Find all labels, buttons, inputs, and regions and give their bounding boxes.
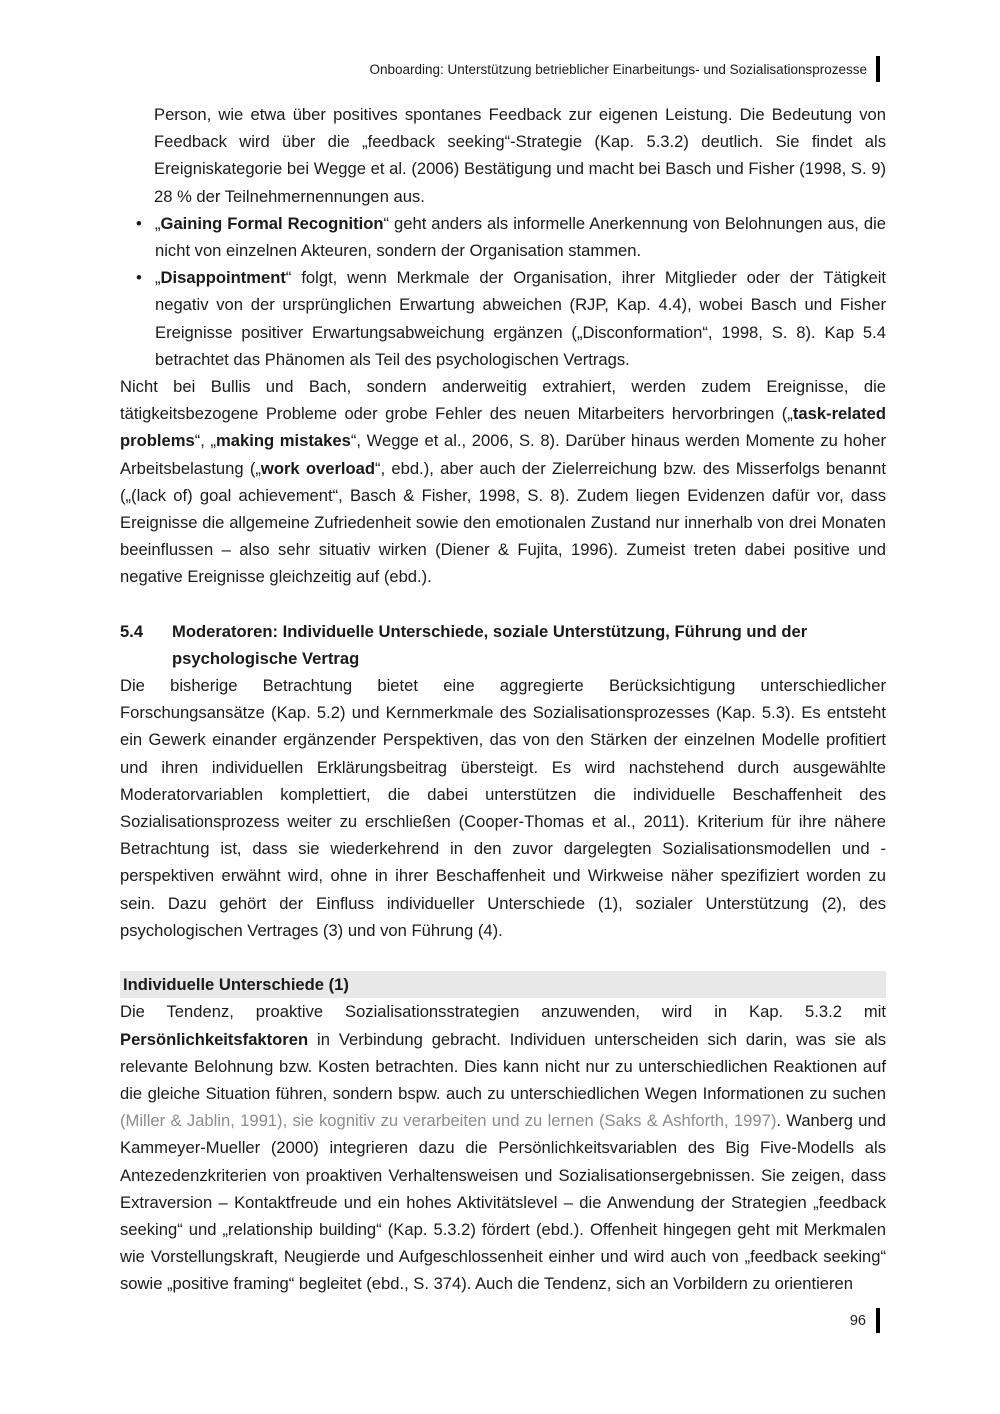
section-number: 5.4 bbox=[120, 621, 144, 641]
section-title: Moderatoren: Individuelle Unterschiede, soziale Unterstützung, Führung und der psychologische Vertrag bbox=[172, 621, 808, 668]
page-number: 96 bbox=[849, 1312, 866, 1329]
page-footer bbox=[120, 1308, 880, 1333]
bullet-marker: • bbox=[136, 213, 142, 233]
section-heading bbox=[120, 618, 886, 672]
page-content bbox=[120, 101, 886, 1298]
running-title: Onboarding: Unterstützung betrieblicher Einarbeitungs- und Sozialisationsprozesse bbox=[369, 61, 867, 77]
bullet-item bbox=[120, 264, 886, 373]
footer-rule bbox=[876, 1308, 880, 1333]
subheading-bar bbox=[120, 971, 886, 998]
events-paragraph: Nicht bei Bullis und Bach, sondern anderweitig extrahiert, werden zudem Ereignisse, die tätigkeitsbezogene Probleme oder grobe Fehler des neuen Mitarbeiters hervorbringen („task-related problems“, „making mistakes“, Wegge et al., 2006, S. 8). Darüber hinaus werden Momente zu hoher Arbeitsbelastung („work overload“, ebd.), aber auch der Zielerreichung bzw. des Misserfolgs benannt („(lack of) goal achievement“, Basch & Fisher, 1998, S. 8). Zudem liegen Evidenzen dafür vor, dass Ereignisse die allgemeine Zufriedenheit sowie den emotionalen Zustand nur innerhalb von drei Monaten beeinflussen – also sehr situativ wirken (Diener & Fujita, 1996). Zumeist treten dabei positive und negative Ereignisse gleichzeitig auf (ebd.). bbox=[120, 377, 886, 587]
continuation-paragraph: Person, wie etwa über positives spontanes Feedback zur eigenen Leistung. Die Bedeutung von Feedback wird über die „feedback seeking“-Strategie (Kap. 5.3.2) deutlich. Sie findet als Ereigniskategorie bei Wegge et al. (2006) Bestätigung und macht bei Basch und Fisher (1998, S. 9) 28 % der Teilnehmernennungen aus. bbox=[154, 105, 886, 206]
header-rule bbox=[876, 56, 880, 82]
page-header bbox=[120, 56, 880, 82]
differences-paragraph: Die Tendenz, proaktive Sozialisationsstrategien anzuwenden, wird in Kap. 5.3.2 mit Persönlichkeitsfaktoren in Verbindung gebracht. Individuen unterscheiden sich darin, was sie als relevante Belohnung bzw. Kosten betrachten. Dies kann nicht nur zu unterschiedlichen Reaktionen auf die gleiche Situation führen, sondern bspw. auch zu unterschiedlichen Wegen Informationen zu suchen (Miller & Jablin, 1991), sie kognitiv zu verarbeiten und zu lernen (Saks & Ashforth, 1997). Wanberg und Kammeyer-Mueller (2000) integrieren dazu die Persönlichkeitsvariablen des Big Five-Modells als Antezedenzkriterien von proaktiven Verhaltensweisen und Sozialisationsergebnissen. Sie zeigen, dass Extraversion – Kontaktfreude und ein hohes Aktivitätslevel – die Anwendung der Strategien „feedback seeking“ und „relationship building“ (Kap. 5.3.2) fördert (ebd.). Offenheit hingegen geht mit Merkmalen wie Vorstellungskraft, Neugierde und Aufgeschlossenheit einher und wird auch von „feedback seeking“ sowie „positive framing“ begleitet (ebd., S. 374). Auch die Tendenz, sich an Vorbildern zu orientieren bbox=[120, 1002, 886, 1294]
bullet-marker: • bbox=[136, 268, 142, 288]
bullet-text: „Gaining Formal Recognition“ geht anders als informelle Anerkennung von Belohnungen aus, die nicht von einzelnen Akteuren, sondern der Organisation stammen. bbox=[155, 213, 886, 261]
moderators-paragraph: Die bisherige Betrachtung bietet eine aggregierte Berücksichtigung unterschiedlicher Forschungsansätze (Kap. 5.2) und Kernmerkmale des Sozialisationsprozesses (Kap. 5.3). Es entsteht ein Gewerk einander ergänzender Perspektiven, das von den Stärken der einzelnen Modelle profitiert und ihren individuellen Erklärungsbeitrag übersteigt. Es wird nachstehend durch ausgewählte Moderatorvariablen komplettiert, die dabei unterstützen die individuelle Beschaffenheit des Sozialisationsprozess weiter zu erschließen (Cooper-Thomas et al., 2011). Kriterium für ihre nähere Betrachtung ist, dass sie wiederkehrend in den zuvor dargelegten Sozialisationsmodellen und -perspektiven erwähnt wird, ohne in ihrer Beschaffenheit und Wirkweise näher spezifiziert worden zu sein. Dazu gehört der Einfluss individueller Unterschiede (1), sozialer Unterstützung (2), des psychologischen Vertrages (3) und von Führung (4). bbox=[120, 676, 886, 940]
bullet-text: „Disappointment“ folgt, wenn Merkmale der Organisation, ihrer Mitglieder oder der Tätigkeit negativ von der ursprünglichen Erwartung abweichen (RJP, Kap. 4.4), wobei Basch und Fisher Ereignisse positiver Erwartungsabweichung ergänzen („Disconformation“, 1998, S. 8). Kap 5.4 betrachtet das Phänomen als Teil des psychologischen Vertrags. bbox=[155, 268, 886, 369]
bullet-item bbox=[120, 210, 886, 264]
subheading-label: Individuelle Unterschiede (1) bbox=[123, 975, 349, 995]
